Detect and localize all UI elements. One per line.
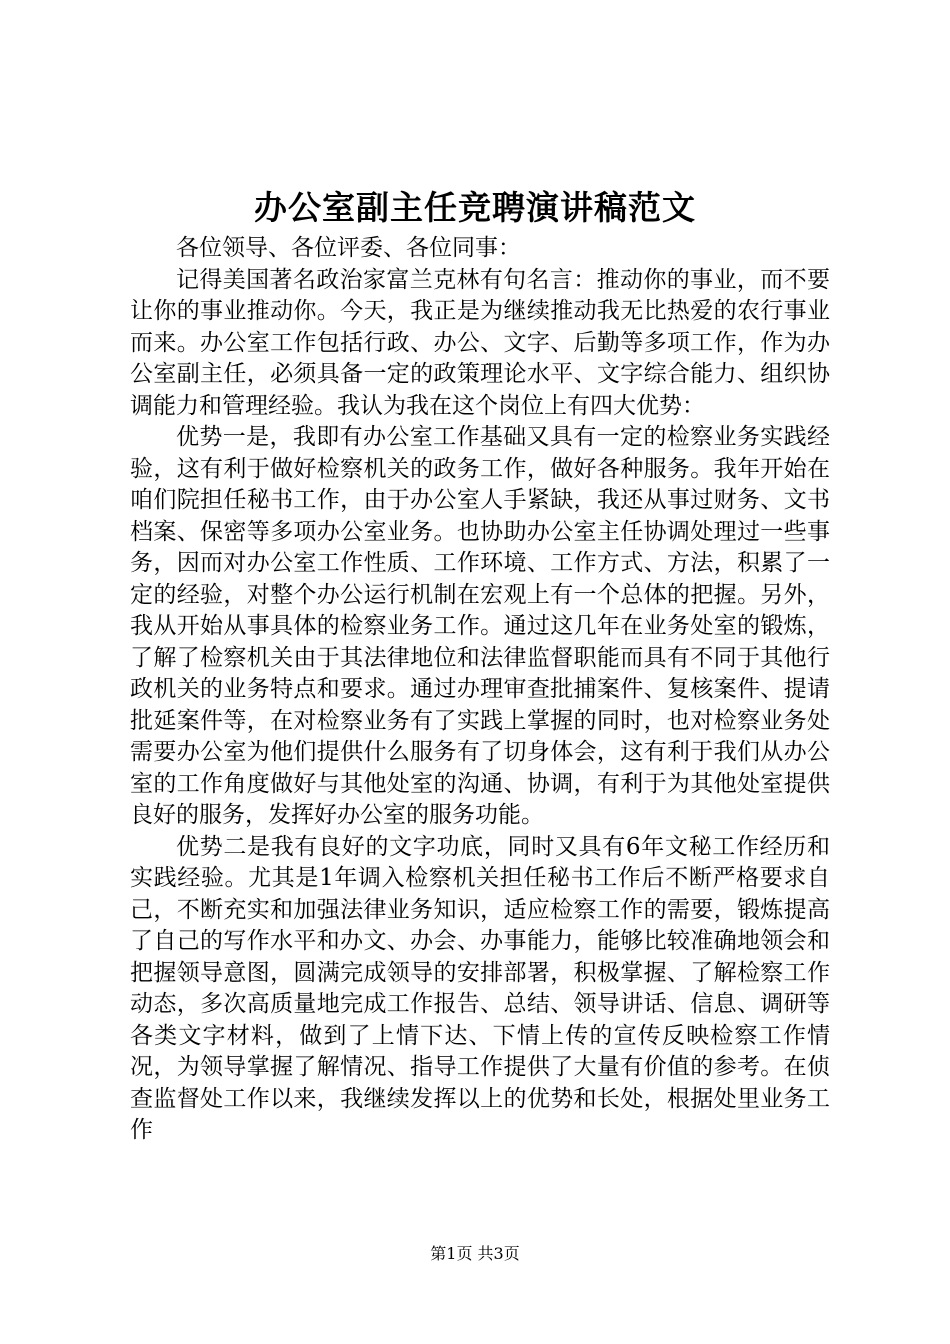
advantage-two-paragraph: 优势二是我有良好的文字功底，同时又具有6年文秘工作经历和实践经验。尤其是1年调入检察机关担任秘书工作后不断严格要求自己，不断充实和加强法律业务知识，适应检察工作的需要，锻炼提高了自己的写作水平和办文、办会、办事能力，能够比较准确地领会和把握领导意图，圆满完成领导的安排部署，积极掌握、了解检察工作动态，多次高质量地完成工作报告、总结、领导讲话、信息、调研等各类文字材料，做到了上情下达、下情上传的宣传反映检察工作情况，为领导掌握了解情况、指导工作提供了大量有价值的参考。在侦查监督处工作以来，我继续发挥以上的优势和长处，根据处里业务工作: [130, 833, 830, 1143]
document-body: [130, 233, 830, 1147]
advantage-one-paragraph: 优势一是，我即有办公室工作基础又具有一定的检察业务实践经验，这有利于做好检察机关的政务工作，做好各种服务。我年开始在咱们院担任秘书工作，由于办公室人手紧缺，我还从事过财务、文书档案、保密等多项办公室业务。也协助办公室主任协调处理过一些事务，因而对办公室工作性质、工作环境、工作方式、方法，积累了一定的经验，对整个办公运行机制在宏观上有一个总体的把握。另外，我从开始从事具体的检察业务工作。通过这几年在业务处室的锻炼，了解了检察机关由于其法律地位和法律监督职能而具有不同于其他行政机关的业务特点和要求。通过办理审查批捕案件、复核案件、提请批延案件等，在对检察业务有了实践上掌握的同时，也对检察业务处需要办公室为他们提供什么服务有了切身体会，这有利于我们从办公室的工作角度做好与其他处室的沟通、协调，有利于为其他处室提供良好的服务，发挥好办公室的服务功能。: [130, 424, 830, 828]
page-number-footer: 第1页 共3页: [430, 1244, 520, 1263]
salutation-paragraph: 各位领导、各位评委、各位同事：: [176, 235, 521, 261]
page-title: 办公室副主任竞聘演讲稿范文: [254, 188, 696, 227]
intro-paragraph: 记得美国著名政治家富兰克林有句名言：推动你的事业，而不要让你的事业推动你。今天，我正是为继续推动我无比热爱的农行事业而来。办公室工作包括行政、办公、文字、后勤等多项工作，作为办公室副主任，必须具备一定的政策理论水平、文字综合能力、组织协调能力和管理经验。我认为我在这个岗位上有四大优势：: [130, 266, 830, 419]
